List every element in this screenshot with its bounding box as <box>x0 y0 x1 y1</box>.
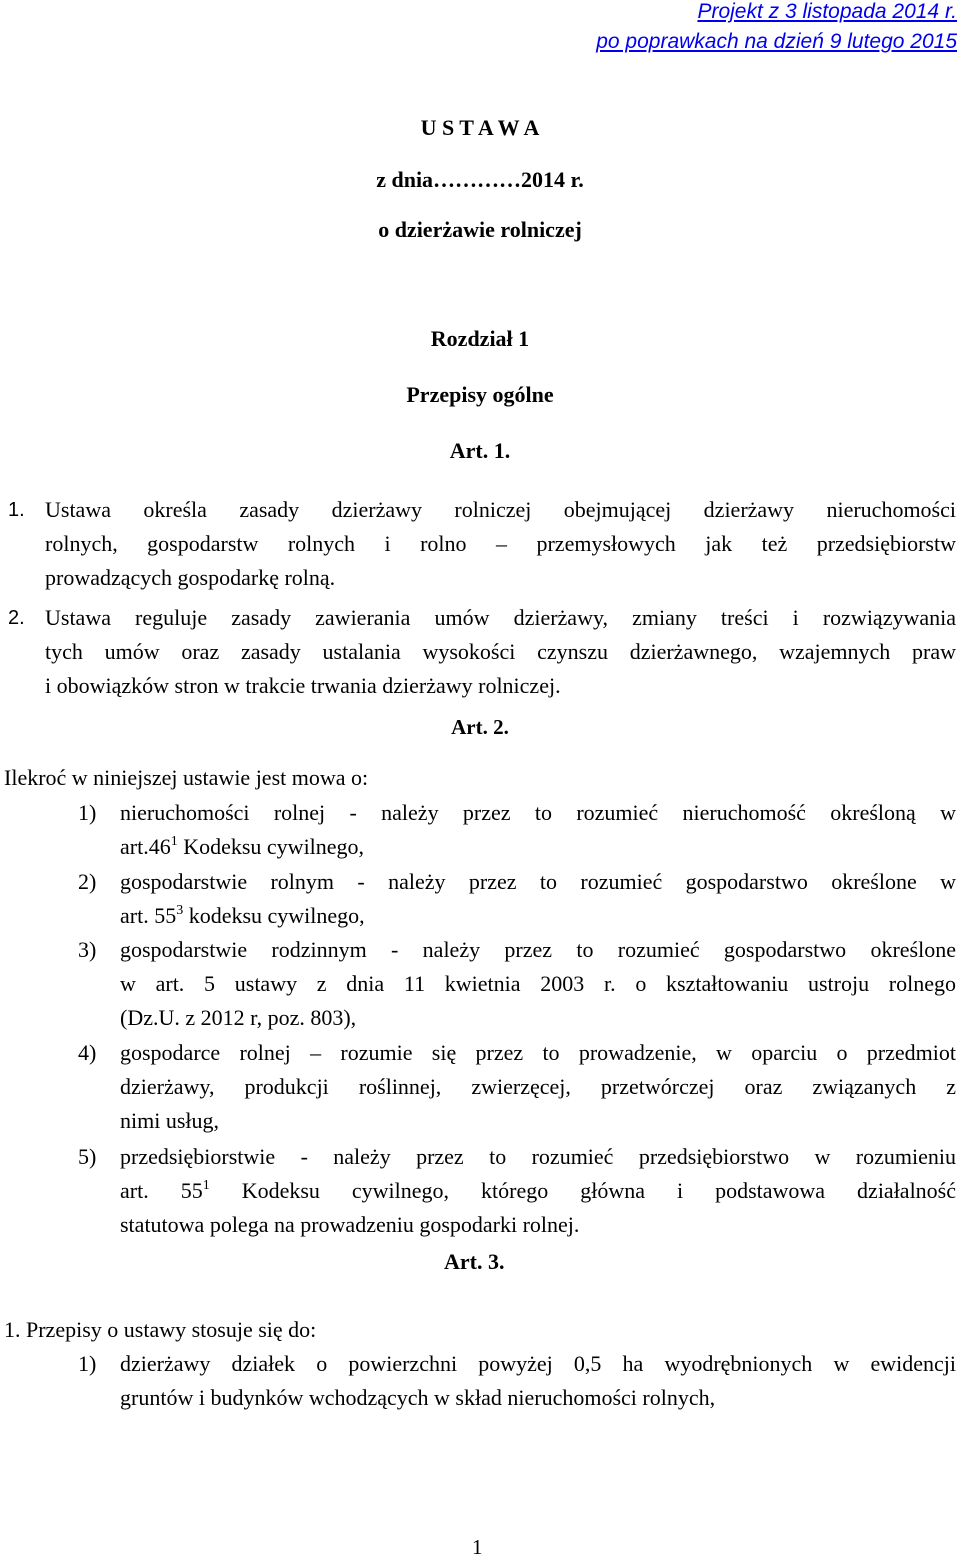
line-tail: Kodeksu cywilnego, <box>177 834 365 859</box>
superscript: 1 <box>170 834 178 849</box>
art2-item2-number: 2) <box>78 869 97 894</box>
art2-item5-line: statutowa polega na prowadzeniu gospodarki rolnej. <box>120 1212 580 1237</box>
act-title: U S T A W A <box>420 115 540 140</box>
article-ref: art.46 <box>120 834 171 859</box>
chapter-label: Rozdział 1 <box>430 326 530 351</box>
art2-item1-line: nieruchomości rolnej - należy przez to rozumieć nieruchomość określoną w <box>120 800 956 825</box>
art2-item4-number: 4) <box>78 1040 97 1065</box>
amendment-date-note: po poprawkach na dzień 9 lutego 2015 <box>596 30 957 53</box>
art2-item2 <box>120 865 956 933</box>
art3-heading: Art. 3. <box>444 1249 505 1274</box>
page-number: 1 <box>472 1535 483 1559</box>
superscript: 1 <box>202 1178 210 1193</box>
art1-para1 <box>45 493 956 595</box>
art1-para2-line: Ustawa reguluje zasady zawierania umów dzierżawy, zmiany treści i rozwiązywania <box>45 605 956 630</box>
art1-para2-number: 2. <box>8 607 25 629</box>
art3-item1-number: 1) <box>78 1351 97 1376</box>
line-tail: Kodeksu cywilnego, którego główna i podstawowa działalność <box>209 1178 957 1203</box>
art2-item4-line: nimi usług, <box>120 1108 220 1133</box>
art1-heading: Art. 1. <box>449 438 511 463</box>
art2-intro: Ilekroć w niniejszej ustawie jest mowa o: <box>4 765 369 790</box>
art1-para2-line: tych umów oraz zasady ustalania wysokości czynszu dzierżawnego, wzajemnych praw <box>45 639 956 664</box>
art2-item1-number: 1) <box>78 800 97 825</box>
art2-item2-line: gospodarstwie rolnym - należy przez to rozumieć gospodarstwo określone w <box>120 869 956 894</box>
art1-para1-line: rolnych, gospodarstw rolnych i rolno – przemysłowych jak też przedsiębiorstw <box>45 531 956 556</box>
art2-item4-line: dzierżawy, produkcji roślinnej, zwierzęcej, przetwórczej oraz związanych z <box>120 1074 956 1099</box>
art2-item1 <box>120 796 956 864</box>
art1-para1-line: prowadzących gospodarkę rolną. <box>45 565 336 590</box>
art1-para2 <box>45 601 956 703</box>
art2-item5-number: 5) <box>78 1144 97 1169</box>
art1-para1-line: Ustawa określa zasady dzierżawy rolniczej obejmującej dzierżawy nieruchomości <box>45 497 956 522</box>
art2-item3 <box>120 933 956 1035</box>
act-subject: o dzierżawie rolniczej <box>378 217 582 242</box>
art3-item1-line: gruntów i budynków wchodzących w skład nieruchomości rolnych, <box>120 1385 716 1410</box>
project-date-note: Projekt z 3 listopada 2014 r. <box>697 0 957 23</box>
art2-item3-number: 3) <box>78 937 97 962</box>
art1-para1-number: 1. <box>8 499 25 521</box>
line-tail: kodeksu cywilnego, <box>183 903 365 928</box>
art2-item2-line <box>120 899 956 933</box>
art2-item1-line <box>120 830 956 864</box>
article-ref: art. 55 <box>120 903 177 928</box>
chapter-name: Przepisy ogólne <box>406 382 554 407</box>
art2-item5 <box>120 1140 956 1242</box>
art2-item5-line <box>120 1174 956 1208</box>
art2-heading: Art. 2. <box>451 715 509 739</box>
article-ref: art. 55 <box>120 1178 203 1203</box>
act-date: z dnia…………2014 r. <box>376 167 584 192</box>
art3-item1 <box>120 1347 956 1415</box>
art1-para2-line: i obowiązków stron w trakcie trwania dzierżawy rolniczej. <box>45 673 561 698</box>
art3-item1-line: dzierżawy działek o powierzchni powyżej 0,5 ha wyodrębnionych w ewidencji <box>120 1351 956 1376</box>
art2-item3-line: (Dz.U. z 2012 r, poz. 803), <box>120 1005 357 1030</box>
art2-item5-line: przedsiębiorstwie - należy przez to rozumieć przedsiębiorstwo w rozumieniu <box>120 1144 956 1169</box>
art2-item3-line: gospodarstwie rodzinnym - należy przez to rozumieć gospodarstwo określone <box>120 937 956 962</box>
superscript: 3 <box>176 903 184 918</box>
art2-item4-line: gospodarce rolnej – rozumie się przez to prowadzenie, w oparciu o przedmiot <box>120 1040 956 1065</box>
art2-item4 <box>120 1036 956 1138</box>
art3-para1: 1. Przepisy o ustawy stosuje się do: <box>4 1317 317 1342</box>
art2-item3-line: w art. 5 ustawy z dnia 11 kwietnia 2003 r. o kształtowaniu ustroju rolnego <box>120 971 956 996</box>
